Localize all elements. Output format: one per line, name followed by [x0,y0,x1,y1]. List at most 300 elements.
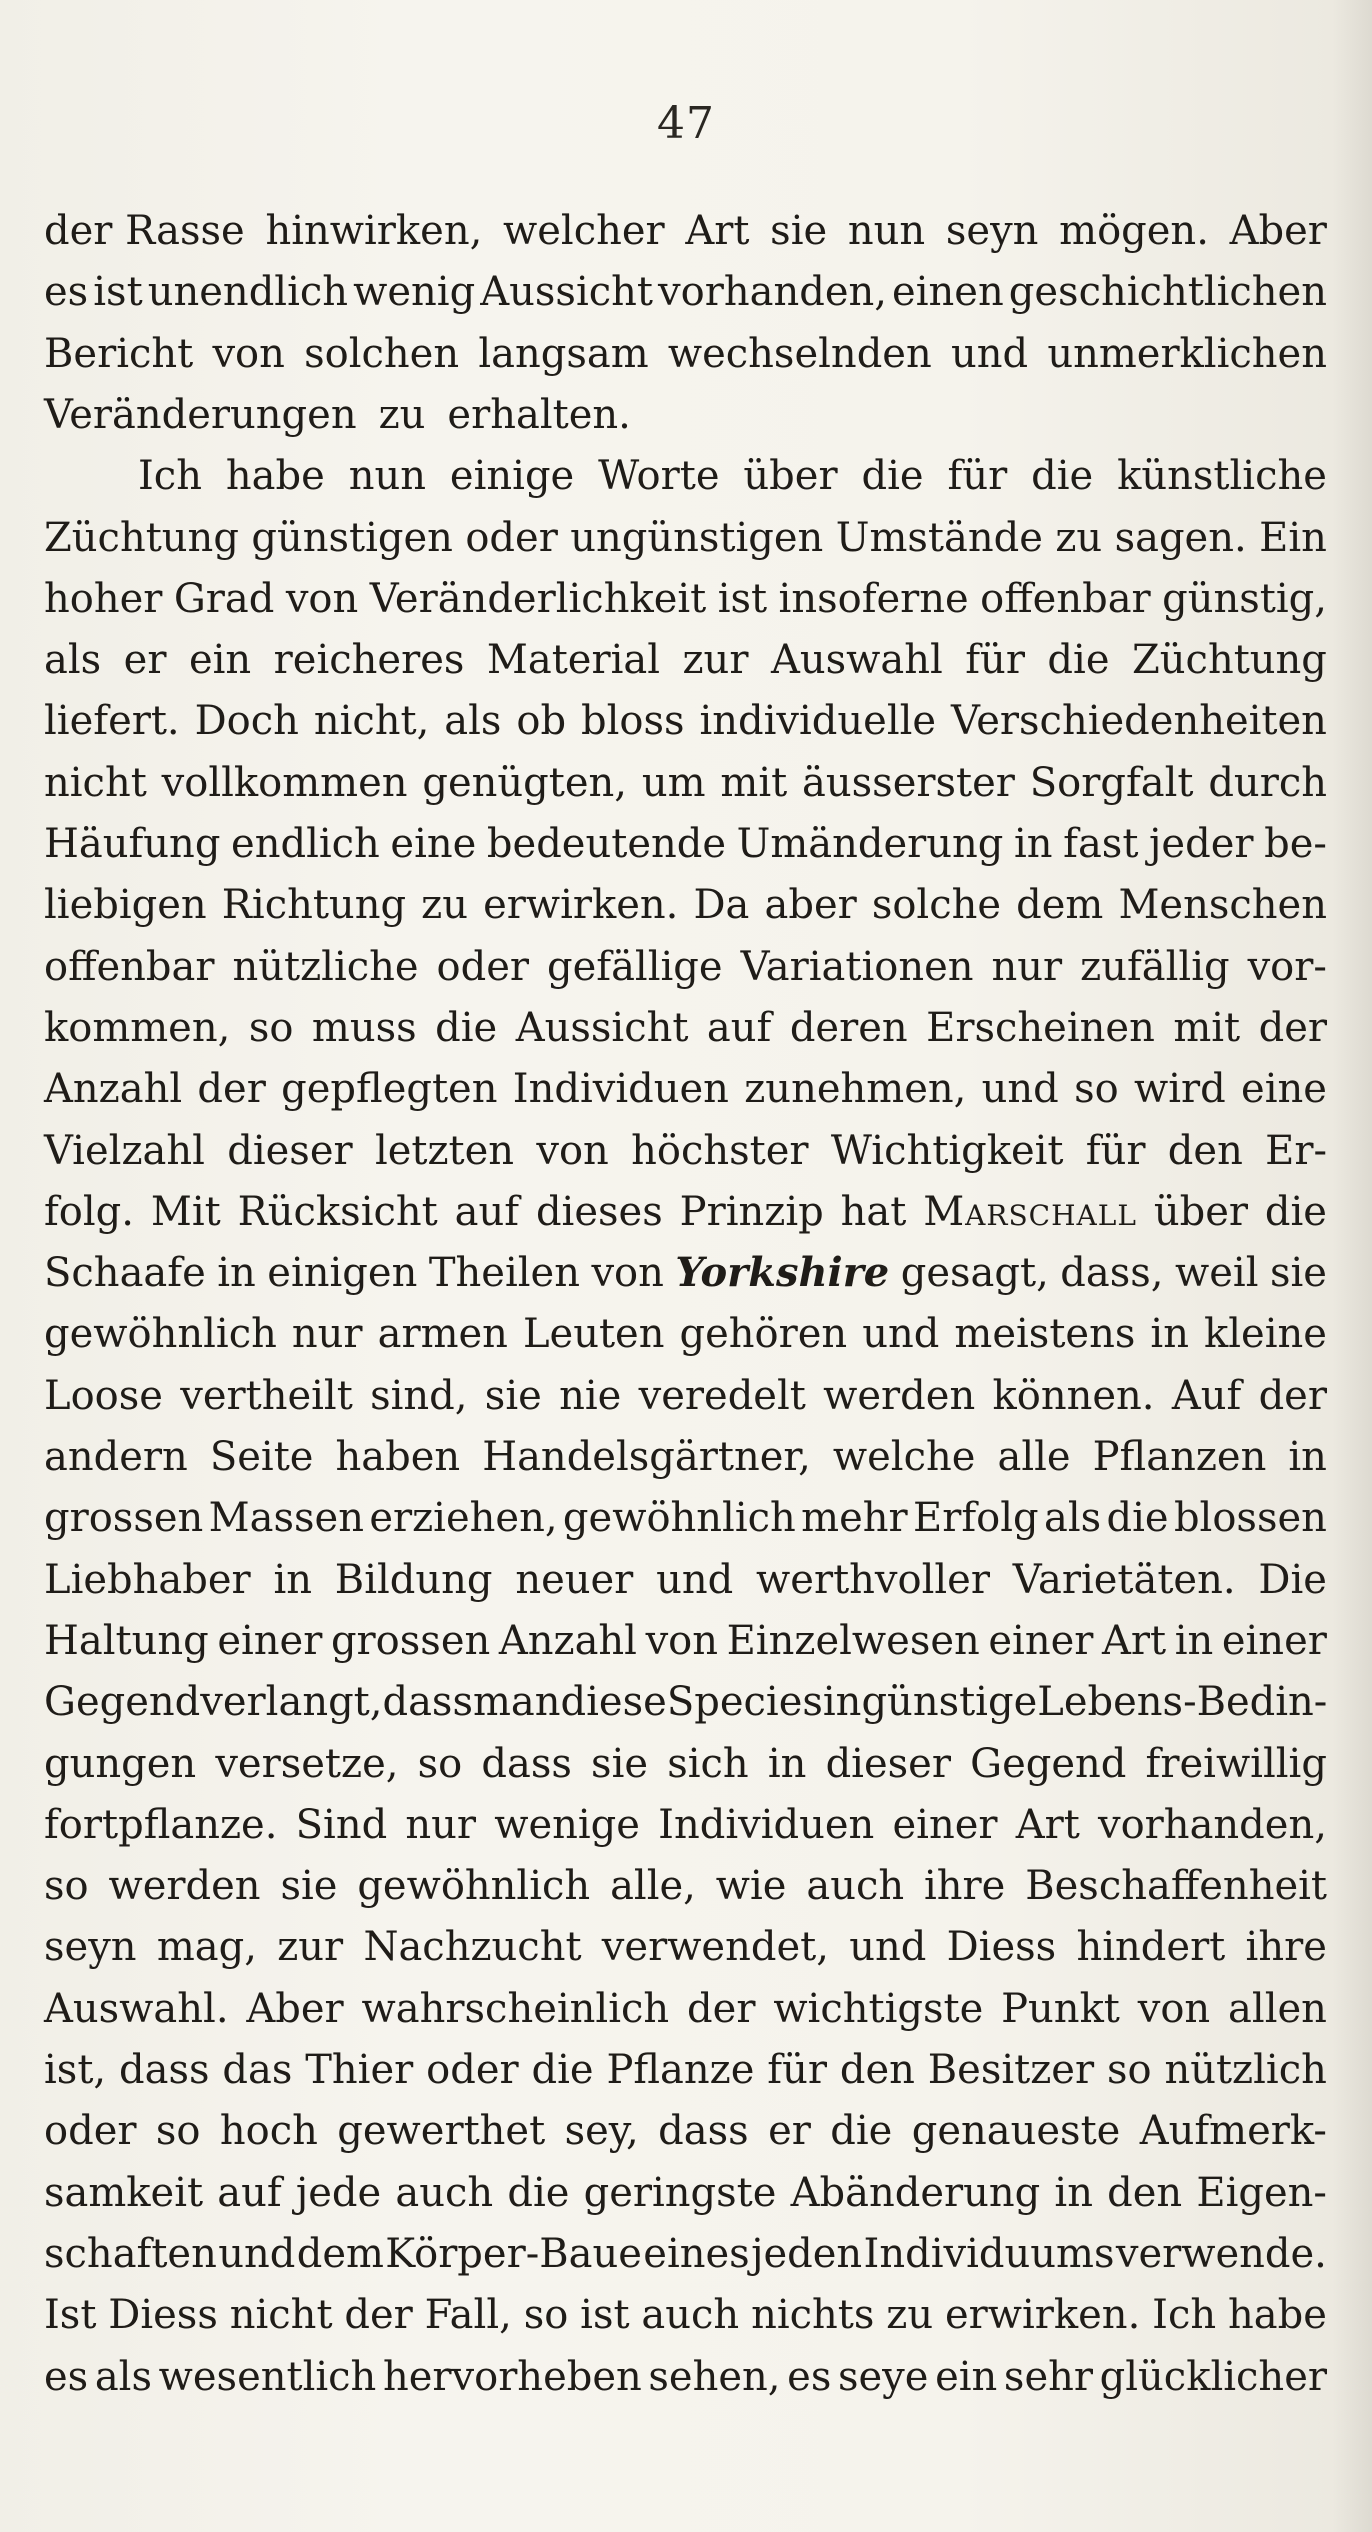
word: grossen [44,1495,204,1542]
word: dass [481,1740,572,1787]
word: oder [465,514,558,561]
word: Haltung [44,1617,209,1664]
word: geringste [583,2169,777,2216]
word: genügten, [422,759,628,806]
word: Thier [305,2047,414,2093]
word: verwendet, [601,1924,829,1971]
word: Erfolg [913,1495,1039,1542]
word: mit [1173,1004,1241,1051]
word: so [1074,1066,1119,1113]
word: liebigen [44,882,207,929]
word: äusserster [802,759,1015,806]
word: eine [1241,1066,1327,1113]
word: kleine [1204,1311,1327,1358]
word: Seite [209,1434,314,1480]
text-line [44,1857,1327,1915]
word: Anzahl [498,1617,637,1664]
word: gungen [44,1740,197,1787]
word: unmerklichen [1047,330,1327,377]
word: hinwirken, [265,208,483,254]
word: Aber [246,1985,344,2032]
word: individuelle [699,698,937,745]
word: und [656,1556,734,1603]
word: die [435,1004,498,1051]
word: Gegend [970,1740,1127,1787]
text-line [44,1673,1327,1731]
word: Varietäten. [1012,1556,1236,1603]
word: dieser [825,1740,951,1787]
word: können. [992,1372,1155,1419]
word: geschichtlichen [1008,269,1327,316]
word: von [645,1617,719,1664]
word: in [1150,1311,1189,1358]
word: Umstände [835,514,1043,561]
word: letzten [374,1127,515,1174]
word: Aussicht [515,1004,689,1051]
word: Individuums [863,2230,1115,2277]
word: Pflanze [606,2047,755,2093]
text-line [44,938,1327,996]
word: zur [277,1924,344,1971]
text-line [44,1183,1327,1241]
word: die [531,2047,594,2093]
word: Züchtung [1131,637,1327,684]
word: reicheres [273,637,465,684]
word: Einzelwesen [726,1617,980,1664]
word: sie [770,208,828,254]
word: Abänderung [790,2169,1041,2216]
word: Liebhaber [44,1556,251,1603]
word: Variationen [740,943,974,990]
word: wird [1133,1066,1226,1113]
word: auf [454,1188,520,1235]
word: und [862,1311,940,1358]
word: alle, [610,1863,696,1910]
text-line [44,692,1327,750]
word: zunehmen, [744,1066,967,1113]
word: von [536,1127,609,1174]
word: die [1031,453,1094,500]
word: habe [1227,2292,1327,2339]
word: es [787,2353,832,2400]
word: sehen, [648,2353,781,2400]
text-line [44,1428,1327,1486]
word: dieses [535,1188,663,1235]
word: als [444,698,502,745]
word: das [222,2047,293,2093]
word: gewöhnlich [357,1863,591,1910]
word: einer [892,1801,998,1848]
word: folg. [44,1188,134,1235]
text-line [44,1918,1327,1976]
word: schaften [44,2230,217,2277]
word: armen [377,1311,508,1358]
word: Individuen [512,1066,729,1113]
word: welche [832,1434,976,1480]
word: Loose [44,1372,163,1419]
word: hoher [44,575,163,622]
word: über [743,453,838,500]
word: nun [847,208,926,254]
word: alle [997,1434,1071,1480]
word: veredelt [638,1372,806,1419]
word: ist [580,2292,630,2339]
word: welcher [503,208,665,254]
word: ist [93,269,143,316]
word: sich [667,1740,749,1787]
word: es [44,269,89,316]
word: über [1153,1188,1248,1235]
word: Die [1258,1556,1327,1603]
word: Schaafe [44,1250,206,1297]
word: zu [886,2292,934,2339]
word: auch [395,2169,494,2216]
word: zur [682,637,749,684]
text-line [44,1489,1327,1547]
word: man [472,1679,561,1726]
word: so [523,2292,569,2339]
word: verlangt, [200,1679,383,1726]
word: Material [486,637,660,684]
word: für [965,637,1025,684]
word: gepflegten [281,1066,498,1113]
word: ihre [1245,1924,1327,1971]
word: eines [643,2230,750,2277]
word: zufällig [1080,943,1230,990]
word: offenbar [44,943,215,990]
word: erwirken. [483,882,679,929]
word: für [947,453,1008,500]
text-line [44,1735,1327,1793]
word: Auswahl. [44,1985,229,2032]
word: wahrscheinlich [361,1985,670,2032]
word: Beschaffenheit [1025,1863,1327,1910]
text-line [44,570,1327,628]
word: ihre [924,1863,1006,1910]
word: neuer [515,1556,634,1603]
word: und [849,1924,927,1971]
word: die [1264,1188,1327,1235]
word: Eigen- [1196,2169,1327,2216]
word: Züchtung [44,514,239,561]
word: vorhanden, [1098,1801,1327,1848]
word: solchen [304,330,460,377]
word: nie [559,1372,622,1419]
word: einer [1221,1617,1327,1664]
word: diese [560,1679,667,1726]
word: sie [1269,1250,1327,1297]
text-line [44,509,1327,567]
word: fast [1063,821,1139,867]
word: sie [484,1372,542,1419]
text-line [44,1060,1327,1118]
word: versetze, [215,1740,399,1787]
word: ob [516,698,567,745]
word: sind, [370,1372,468,1419]
word: werden [823,1372,976,1419]
text-line [44,1612,1327,1670]
word: seyn [44,1924,137,1971]
text-line [44,1551,1327,1609]
word: in [1288,1434,1327,1480]
word: dieser [227,1127,353,1174]
word: hat [840,1188,907,1235]
word: die [1106,1495,1169,1542]
word: den [1167,1127,1243,1174]
word: Wichtigkeit [830,1127,1064,1174]
word: eine [390,821,477,867]
text-line [44,386,1327,444]
word: vor- [1247,943,1327,990]
word: ist, [44,2047,107,2093]
word: Auf [1171,1372,1242,1419]
word: gewerthet [337,2108,546,2155]
text-line [44,325,1327,383]
word: um [641,759,706,806]
word: Veränderungen [44,391,357,438]
word: Erscheinen [926,1004,1155,1051]
word: gefällige [547,943,723,990]
word: Fall, [424,2292,512,2339]
word: erziehen, [369,1495,558,1542]
text-line [44,1122,1327,1180]
word: auf [217,2169,282,2216]
word: günstigen [251,514,453,561]
word: Mit [150,1188,221,1235]
page-number: 47 [657,98,715,149]
word: günstig, [1162,575,1327,622]
word: wenige [494,1801,640,1848]
word: wesentlich [158,2353,377,2400]
word: dass [382,1679,473,1726]
word: Aufmerk- [1139,2108,1327,2155]
word: den [1107,2169,1183,2216]
word: der [344,2292,413,2339]
text-line [44,202,1327,260]
word: liefert. [44,698,180,745]
text-line [44,263,1327,321]
word: auch [641,2292,740,2339]
word: bedeutende [486,821,727,867]
text-line [44,2348,1327,2406]
word: bloss [580,698,685,745]
word: langsam [478,330,649,377]
word: genaueste [911,2108,1121,2155]
word: sie [591,1740,649,1787]
word: nur [405,1801,477,1848]
word: ist [717,575,768,622]
word: Ich [1152,2292,1217,2339]
word: Gegend [44,1679,201,1726]
word: durch [1208,759,1327,806]
word: sagen. [1114,514,1247,561]
word: den [839,2047,915,2093]
word: er [123,637,167,684]
word: der Rasse [44,208,245,254]
word: Worte [598,453,720,500]
word: samkeit [44,2169,204,2216]
word: nicht [229,2292,333,2339]
word: ein [935,2353,998,2400]
word: die [830,2108,893,2155]
word: einen [892,269,1004,316]
word: von [285,575,359,622]
word: der [197,1066,266,1113]
word: Umänderung [736,821,1004,867]
word: für [767,2047,827,2093]
word: Pflanzen [1092,1434,1267,1480]
word: hoch [219,2108,318,2155]
text-line [138,447,1327,505]
word: Er- [1265,1127,1327,1174]
word: und [218,2230,296,2277]
word: der [1258,1004,1327,1051]
word: hervorheben [382,2353,642,2400]
word: jeder [1149,821,1254,867]
text-line [44,876,1327,934]
word: oder [44,2108,137,2155]
word: ein [188,637,252,684]
word: in [822,1679,862,1726]
word: dass, [1060,1250,1164,1297]
word: nützlich [1164,2047,1327,2093]
word: Leuten [522,1311,665,1358]
word: freiwillig [1145,1740,1327,1787]
word: für [1085,1127,1146,1174]
word: haben [335,1434,461,1480]
word: in [217,1250,256,1297]
word: als [44,637,102,684]
word: nicht, [313,698,430,745]
word: Handelsgärtner, [482,1434,811,1480]
word: hindert [1076,1924,1226,1971]
word: Rücksicht [237,1188,438,1235]
word: fortpflanze. [44,1801,278,1848]
word: gewöhnlich [44,1311,277,1358]
word: Diess [108,2292,218,2339]
word: so [417,1740,463,1787]
word: Massen [208,1495,364,1542]
word: zu [1055,514,1103,561]
word: Auswahl [770,637,943,684]
word: Punkt [1001,1985,1120,2032]
word: Marschall [923,1188,1137,1235]
word: als [1043,1495,1102,1542]
word: Aber [1229,208,1327,254]
word: auch [806,1863,905,1910]
word: Theilen [428,1250,580,1297]
word: zu [378,391,426,438]
word: oder [436,943,530,990]
word: Aussicht [480,269,653,316]
word: muss [311,1004,417,1051]
word: die [507,2169,570,2216]
text-line [44,2164,1327,2222]
word: sey, [564,2108,639,2155]
text-line [44,1367,1327,1425]
word: wechselnden [667,330,932,377]
word: er [768,2108,811,2155]
word: Da [693,882,750,929]
word: endlich [231,821,380,867]
word: nur [291,1311,363,1358]
text-line [44,2225,1327,2283]
word: von [591,1250,664,1297]
word: der [1258,1372,1327,1419]
word: nichts [751,2292,875,2339]
word: gesagt, [900,1250,1049,1297]
word: Ein [1259,514,1327,561]
word: grossen [330,1617,491,1664]
text-line [44,2286,1327,2344]
word: Vielzahl [44,1127,205,1174]
word: meistens [954,1311,1136,1358]
word: auf [706,1004,772,1051]
word: in [1174,1617,1214,1664]
word: dem [296,2230,384,2277]
word: so [44,1863,89,1910]
word: nicht [44,759,147,806]
word: Sind [295,1801,388,1848]
word: Diess [946,1924,1057,1971]
word: habe [225,453,325,500]
word: weil [1175,1250,1259,1297]
word: in [767,1740,807,1787]
word: mögen. [1059,208,1209,254]
word: vertheilt [180,1372,353,1419]
word: nützliche [232,943,419,990]
word: nun [348,453,426,500]
word: Doch [194,698,299,745]
word: kommen, [44,1004,231,1051]
word: in [1014,821,1053,867]
word: günstige [861,1679,1038,1726]
word: Ich [138,453,202,500]
text-line [44,631,1327,689]
word: in [1054,2169,1093,2216]
word: Ist [44,2292,97,2339]
word: dem [1016,882,1104,929]
word: jeden [751,2230,863,2277]
word: Anzahl [44,1066,183,1113]
word: Art [1102,1617,1167,1664]
word: mehr [801,1495,908,1542]
word: einigen [267,1250,418,1297]
word: einer [988,1617,1094,1664]
word: Art [1015,1801,1080,1848]
word: erhalten. [447,391,631,438]
word: Nachzucht [363,1924,582,1971]
word: seye [837,2353,929,2400]
word: Verschiedenheiten [951,698,1327,745]
word: ungünstigen [570,514,824,561]
word: so [248,1004,294,1051]
word: höchster [631,1127,809,1174]
word: Richtung [221,882,407,929]
word: Körper-Baue [385,2230,642,2277]
word: Prinzip [679,1188,824,1235]
word: allen [1228,1985,1327,2032]
word: Species [666,1679,823,1726]
word: mag, [156,1924,257,1971]
word: andern [44,1434,188,1480]
word: Sorgfalt [1029,759,1194,806]
word: gehören [679,1311,848,1358]
text-line [44,1980,1327,2038]
word: sehr [1003,2353,1094,2400]
word: Veränderlichkeit [369,575,707,622]
word: einer [217,1617,323,1664]
